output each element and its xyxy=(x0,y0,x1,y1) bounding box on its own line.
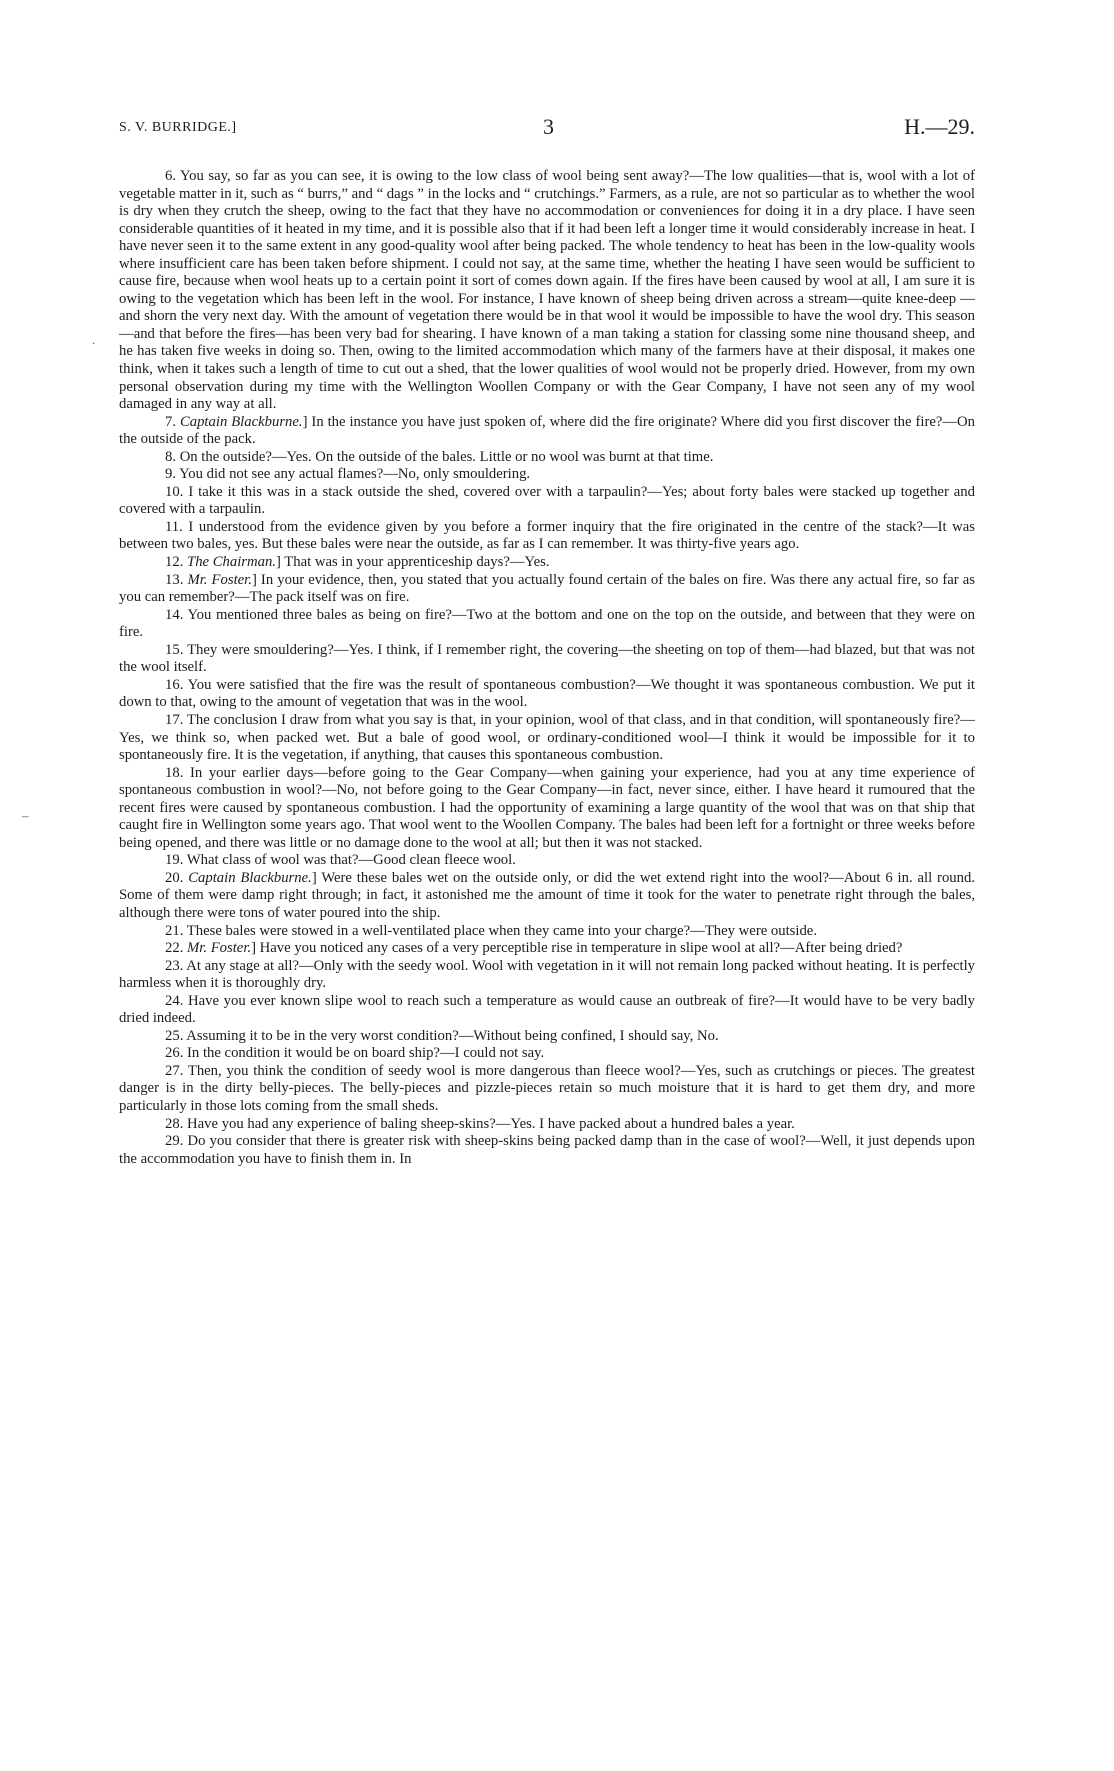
paragraph-speaker: 22. Mr. Foster.] xyxy=(165,940,256,957)
paragraph-text: 9. You did not see any actual flames?—No, only smouldering. xyxy=(165,466,531,483)
paragraph-text: 14. You mentioned three bales as being on fire?—Two at the bottom and one on the top on the outside, and between that they were on fire. xyxy=(119,606,975,641)
paragraph-text: 23. At any stage at all?—Only with the seedy wool. Wool with vegetation in it will not remain long packed without heating. It is perfectly harmless when it is thoroughly dry. xyxy=(119,957,975,992)
paragraph xyxy=(119,923,975,941)
paragraph xyxy=(119,993,975,1028)
paragraph-text: 26. In the condition it would be on board ship?—I could not say. xyxy=(165,1045,545,1062)
paragraph xyxy=(119,168,975,414)
margin-dot: . xyxy=(92,332,96,347)
paragraph xyxy=(119,1028,975,1046)
paragraph-text: 21. These bales were stowed in a well-ventilated place when they came into your charge?—They were outside. xyxy=(165,922,817,939)
paragraph-text: Have you noticed any cases of a very perceptible rise in temperature in slipe wool at all?—After being dried? xyxy=(256,940,903,957)
paragraph xyxy=(119,519,975,554)
paragraph xyxy=(119,765,975,853)
paragraph xyxy=(119,870,975,923)
paragraph xyxy=(119,414,975,449)
paragraph xyxy=(119,607,975,642)
margin-dash: – xyxy=(22,808,29,823)
paragraph-speaker: 13. Mr. Foster.] xyxy=(165,571,257,588)
paragraph xyxy=(119,677,975,712)
paragraph xyxy=(119,940,975,958)
paragraph-text: That was in your apprenticeship days?—Yes. xyxy=(280,554,550,571)
paragraph xyxy=(119,554,975,572)
paragraph-speaker: 12. The Chairman.] xyxy=(165,554,281,571)
paragraph xyxy=(119,642,975,677)
document-reference: H.—29. xyxy=(904,114,975,139)
paragraph-text: 17. The conclusion I draw from what you say is that, in your opinion, wool of that class, and in that condition, will spontaneously fire?—Yes, we think so, when packed wet. But a bale of good wool, or ordinary-conditioned wool—I think it would be impossible for it to spontaneously fire. It is the vegetation, if anything, that causes this spontaneous combustion. xyxy=(119,711,975,764)
paragraph-text: In your evidence, then, you stated that you actually found certain of the bales on fire. Was there any actual fire, so far as you can remember?—The pack itself was on fire. xyxy=(119,571,976,606)
paragraph-text: 18. In your earlier days—before going to the Gear Company—when gaining your experience, had you at any time experience of spontaneous combustion in wool?—No, not before going to the Gear Company—in fact, never since, either. I have heard it rumoured that the recent fires were caused by spontaneous combustion. I had the opportunity of examining a large quantity of the wool that was on that ship that caught fire in Wellington some years ago. That wool went to the Woollen Company. The bales had been left for a fortnight or three weeks before being opened, and there was little or no damage done to the wool at all; but then it was not stacked. xyxy=(119,764,975,851)
paragraph xyxy=(119,712,975,765)
paragraph-text: In the instance you have just spoken of, where did the fire originate? Where did you first discover the fire?—On the outside of the pack. xyxy=(119,413,976,448)
page-number: 3 xyxy=(543,114,554,139)
paragraph xyxy=(119,572,975,607)
paragraph-text: 10. I take it this was in a stack outside the shed, covered over with a tarpaulin?—Yes; about forty bales were stacked up together and covered with a tarpaulin. xyxy=(119,483,975,518)
paragraph xyxy=(119,1045,975,1063)
paragraph-text: 24. Have you ever known slipe wool to reach such a temperature as would cause an outbreak of fire?—It would have to be very badly dried indeed. xyxy=(119,992,975,1027)
paragraph-text: Were these bales wet on the outside only, or did the wet extend right into the wool?—About 6 in. all round. Some of them were damp right through; in fact, it astonished me the amount of time it took for the water to penetrate right through the bales, although there were tons of water poured into the ship. xyxy=(119,869,975,921)
paragraph xyxy=(119,484,975,519)
paragraph xyxy=(119,1133,975,1168)
paragraph xyxy=(119,852,975,870)
paragraph-text: 16. You were satisfied that the fire was the result of spontaneous combustion?—We thought it was spontaneous combustion. We put it down to that, owing to the amount of vegetation that was in the wool. xyxy=(119,676,975,711)
paragraph-text: 6. You say, so far as you can see, it is owing to the low class of wool being sent away?—The low qualities—that is, wool with a lot of vegetable matter in it, such as “ burrs,” and “ dags ” in the locks and “ crutchings.” Farmers, as a rule, are not so particular as to whether the wool is dry when they crutch the sheep, owing to the fact that they have no accommodation or conveniences for doing it in a dry place. I have seen considerable quantities of it heated in my time, and it is possible also that if it had been left a longer time it would considerably increase in heat. I have never seen it to the same extent in any good-quality wool after being packed. The whole tendency to heat has been in the low-quality wools where insufficient care has been taken before shipment. I could not say, at the same time, whether the heating I have seen would be sufficient to cause fire, because when wool heats up to a certain point it sort of comes down again. If the fires have been caused by wool at all, I am sure it is owing to the vegetation which has been left in the wool. For instance, I have known of sheep being driven across a stream—quite knee-deep —and shorn the very next day. With the amount of vegetation there would be in that wool it would be impossible to have the wool dry. This season—and that before the fires—has been very bad for shearing. I have known of a man taking a station for classing some nine thousand sheep, and he has taken five weeks in doing so. Then, owing to the limited accommodation which many of the farmers have at their disposal, it makes one think, when it takes such a length of time to cut out a shed, that the lower qualities of wool would not be properly dried. However, from my own personal observation during my time with the Wellington Woollen Company or with the Gear Company, I have not seen any of my wool damaged in any way at all. xyxy=(119,168,975,413)
page-header xyxy=(119,110,975,150)
paragraph xyxy=(119,958,975,993)
paragraph-speaker: 7. Captain Blackburne.] xyxy=(165,413,308,430)
paragraph xyxy=(119,466,975,484)
evidence-text xyxy=(119,168,975,1168)
paragraph xyxy=(119,1063,975,1116)
paragraph xyxy=(119,1116,975,1134)
paragraph-text: 8. On the outside?—Yes. On the outside of the bales. Little or no wool was burnt at that time. xyxy=(165,448,714,465)
paragraph-text: 19. What class of wool was that?—Good clean fleece wool. xyxy=(165,852,516,869)
paragraph-speaker: 20. Captain Blackburne.] xyxy=(165,869,317,886)
paragraph-text: 15. They were smouldering?—Yes. I think, if I remember right, the covering—the sheeting on top of them—had blazed, but that was not the wool itself. xyxy=(119,641,975,676)
paragraph-text: 29. Do you consider that there is greater risk with sheep-skins being packed damp than in the case of wool?—Well, it just depends upon the accommodation you have to finish them in. In xyxy=(119,1133,975,1167)
document-page xyxy=(119,110,975,1740)
paragraph-text: 27. Then, you think the condition of seedy wool is more dangerous than fleece wool?—Yes, such as crutchings or pieces. The greatest danger is in the dirty belly-pieces. The belly-pieces and pizzle-pieces retain so much moisture that it is hard to get them dry, and more particularly in those lots coming from the small sheds. xyxy=(119,1062,975,1114)
paragraph-text: 25. Assuming it to be in the very worst condition?—Without being confined, I should say, No. xyxy=(165,1027,719,1044)
paragraph-text: 28. Have you had any experience of baling sheep-skins?—Yes. I have packed about a hundred bales a year. xyxy=(165,1115,795,1132)
paragraph-text: 11. I understood from the evidence given by you before a former inquiry that the fire originated in the centre of the stack?—It was between two bales, yes. But these bales were near the outside, as far as I can remember. It was thirty-five years ago. xyxy=(119,518,975,553)
witness-name: S. V. BURRIDGE.] xyxy=(119,120,237,135)
paragraph xyxy=(119,449,975,467)
